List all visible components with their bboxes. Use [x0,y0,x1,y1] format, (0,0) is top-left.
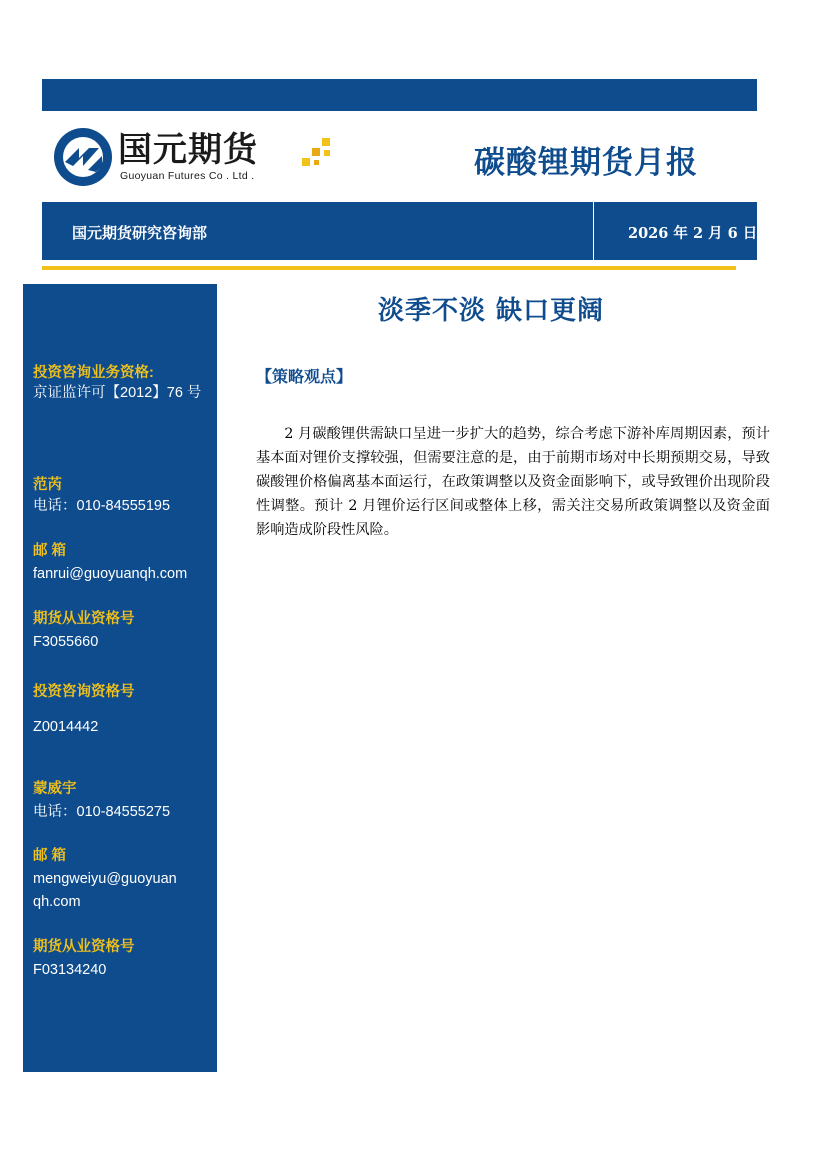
report-headline: 淡季不淡 缺口更阔 [378,296,605,326]
section-title: 【策略观点】 [256,369,353,386]
email-label: 邮 箱 [33,543,67,559]
report-title: 碳酸锂期货月报 [474,145,698,181]
analyst-email: fanrui@guoyuanqh.com [33,566,188,582]
consult-license-label: 投资咨询资格号 [33,684,135,700]
company-logo [52,126,342,190]
analyst-phone: 电话：010-84555275 [33,804,171,820]
gold-divider [42,266,736,270]
info-banner-divider [593,202,594,260]
futures-license-label: 期货从业资格号 [33,611,135,627]
logo-chinese-name: 国元期货 [118,130,258,170]
email-label: 邮 箱 [33,848,67,864]
gold-squares-icon [298,132,338,172]
qualification-label: 投资咨询业务资格: [33,365,154,381]
consult-license-number: Z0014442 [33,719,99,735]
logo-english-name: Guoyuan Futures Co . Ltd . [120,170,255,182]
analyst-email-line1: mengweiyu@guoyuan [33,871,177,887]
analyst-phone: 电话：010-84555195 [33,498,171,514]
qualification-value: 京证监许可【2012】76 号 [33,385,202,401]
top-banner [42,79,757,111]
analyst-email-line2: qh.com [33,894,81,910]
analyst-name: 范芮 [33,477,62,493]
guoyuan-logo-icon [52,126,114,188]
futures-license-number: F03134240 [33,962,107,978]
analyst-name: 蒙威宇 [33,781,77,797]
department-name: 国元期货研究咨询部 [72,225,208,242]
futures-license-number: F3055660 [33,634,99,650]
futures-license-label: 期货从业资格号 [33,939,135,955]
strategy-paragraph: 2 月碳酸锂供需缺口呈进一步扩大的趋势，综合考虑下游补库周期因素，预计基本面对锂价支撑较强，但需要注意的是，由于前期市场对中长期预期交易，导致碳酸锂价格偏离基本面运行，在政策调整以及资金面影响下，或导致锂价出现阶段性调整。预计 2 月锂价运行区间或整体上移，需关注交易所政策调整以及资金面影响造成阶段性风险。 [256,426,770,538]
report-date: 2026 年 2 月 6 日 [628,225,758,242]
